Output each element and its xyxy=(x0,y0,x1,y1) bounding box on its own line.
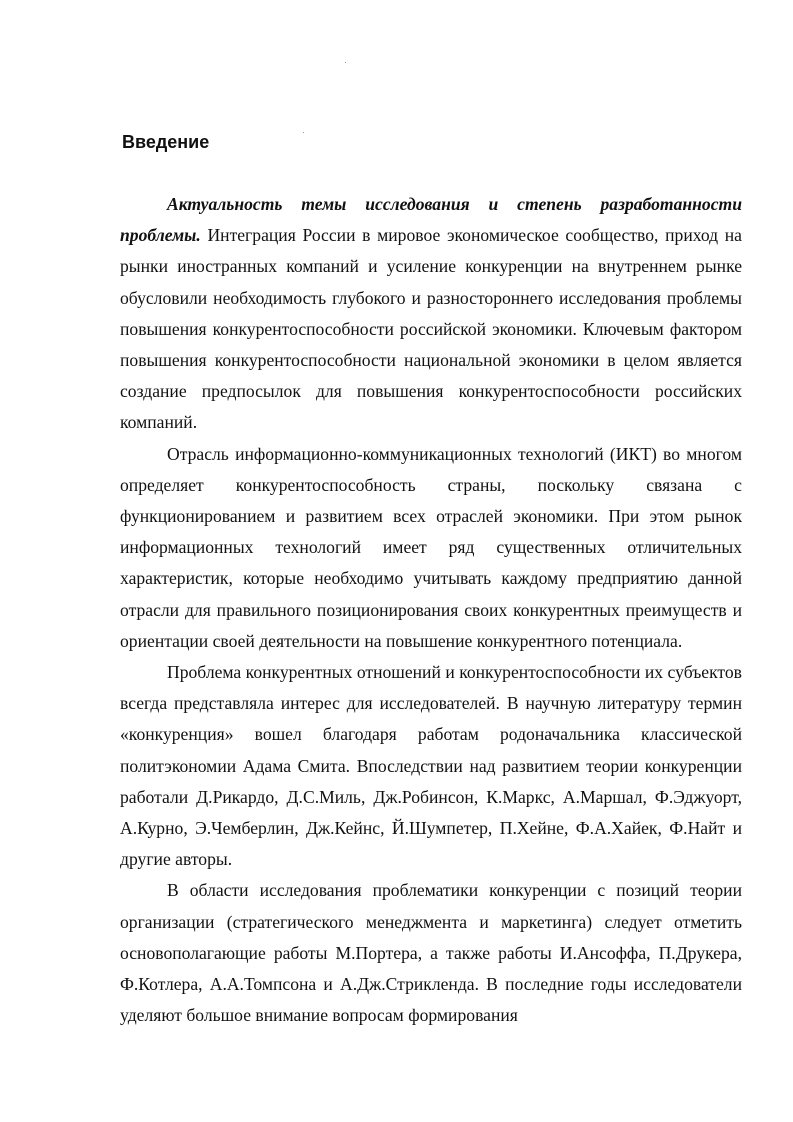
scan-speck xyxy=(345,62,346,63)
paragraph-text: Интеграция России в мировое экономическое сообщество, приход на рынки иностранных компаний и усиление конкуренции на внутреннем рынке обусловили необходимость глубокого и разностороннего исследования проблемы повышения конкурентоспособности российской экономики. Ключевым фактором повышения конкурентоспособности национальной экономики в целом является создание предпосылок для повышения конкурентоспособности российских компаний. xyxy=(120,225,742,433)
paragraph-3 xyxy=(120,657,742,875)
paragraph-text: Проблема конкурентных отношений и конкурентоспособности их субъектов всегда представляла интерес для исследователей. В научную литературу термин «конкуренция» вошел благодаря работам родоначальника классической политэкономии Адама Смита. Впоследствии над развитием теории конкуренции работали Д.Рикардо, Д.С.Миль, Дж.Робинсон, К.Маркс, А.Маршал, Ф.Эджуорт, А.Курно, Э.Чемберлин, Дж.Кейнс, Й.Шумпетер, П.Хейне, Ф.А.Хайек, Ф.Найт и другие авторы. xyxy=(120,662,742,870)
paragraph-2 xyxy=(120,439,742,657)
body-text xyxy=(120,189,742,1031)
paragraph-4 xyxy=(120,875,742,1031)
paragraph-text: Отрасль информационно-коммуникационных технологий (ИКТ) во многом определяет конкурентоспособность страны, поскольку связана с функционированием и развитием всех отраслей экономики. При этом рынок информационных технологий имеет ряд существенных отличительных характеристик, которые необходимо учитывать каждому предприятию данной отрасли для правильного позиционирования своих конкурентных преимуществ и ориентации своей деятельности на повышение конкурентного потенциала. xyxy=(120,443,742,651)
paragraph-lead: Актуальность темы исследования и степень разработанности проблемы. xyxy=(120,194,742,246)
paragraph-text: В области исследования проблематики конкуренции с позиций теории организации (стратегического менеджмента и маркетинга) следует отметить основополагающие работы М.Портера, а также работы И.Ансоффа, П.Друкера, Ф.Котлера, А.А.Томпсона и А.Дж.Стрикленда. В последние годы исследователи уделяют большое внимание вопросам формирования xyxy=(120,880,742,1026)
scan-speck xyxy=(303,132,304,133)
section-heading: Введение xyxy=(122,132,210,152)
paragraph-1 xyxy=(120,189,742,439)
